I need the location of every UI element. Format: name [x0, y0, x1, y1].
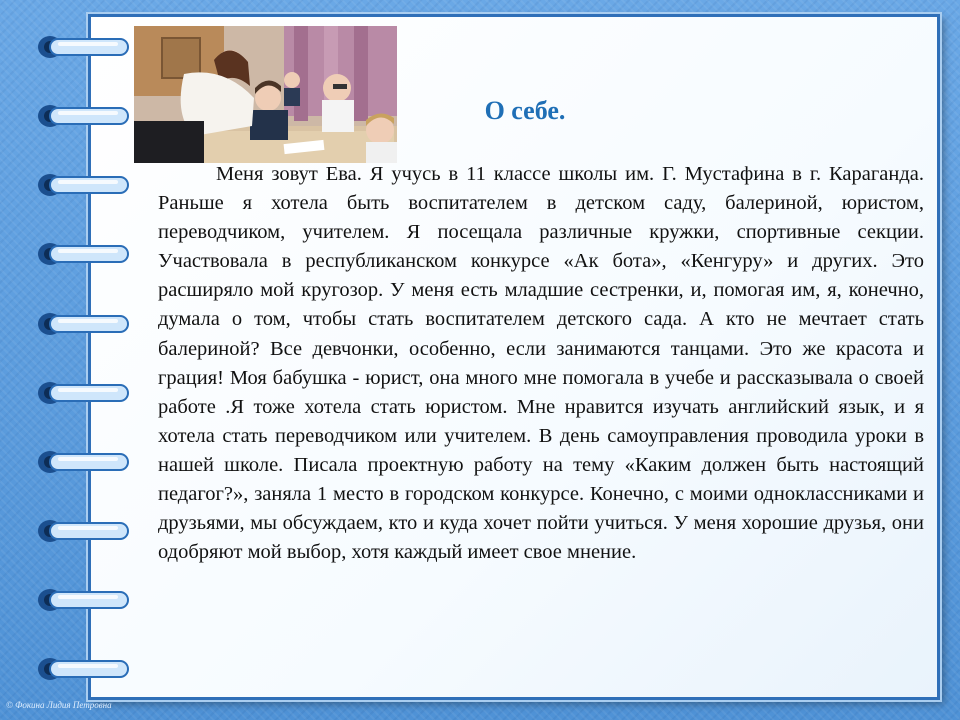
notebook-ring-icon — [30, 585, 136, 615]
notebook-ring-icon — [30, 32, 136, 62]
about-me-paragraph: Меня зовут Ева. Я учусь в 11 классе школы им. Г. Мустафина в г. Караганда. Раньше я хотела быть воспитателем в детском саду, балериной, юристом, переводчиком, учителем. Я посещала различные кружки, спортивные секции. Участвовала в республиканском конкурсе «Ак бота», «Кенгуру» и других. Это расширяло мой кругозор. У меня есть младшие сестренки, и, помогая им, я, конечно, думала о том, чтобы стать воспитателем детского сада. А кто не мечтает стать балериной? Все девчонки, особенно, если занимаются танцами. Это же красота и грация! Моя бабушка - юрист, она много мне помогала в учебе и рассказывала о своей работе .Я тоже хотела стать юристом. Мне нравится изучать английский язык, и я хотела стать переводчиком или учителем. В день самоуправления проводила уроки в нашей школе. Писала проектную работу на тему «Каким должен быть настоящий педагог?», заняла 1 место в городском конкурсе. Конечно, с моими одноклассниками и друзьями, мы обсуждаем, кто и куда хочет пойти учиться. У меня хорошие друзья, они одобряют мой выбор, хотя каждый имеет свое мнение. — [158, 163, 924, 564]
notebook-ring-icon — [30, 654, 136, 684]
notebook-ring-icon — [30, 101, 136, 131]
classroom-photo-illustration — [134, 26, 397, 163]
notebook-ring-icon — [30, 447, 136, 477]
notebook-ring-icon — [30, 516, 136, 546]
notebook-ring-icon — [30, 378, 136, 408]
notebook-ring-icon — [30, 239, 136, 269]
author-credit: © Фокина Лидия Петровна — [6, 700, 112, 710]
page-title: О себе. — [484, 96, 566, 125]
notebook-ring-icon — [30, 309, 136, 339]
classroom-photo — [134, 26, 397, 163]
notebook-ring-icon — [30, 170, 136, 200]
